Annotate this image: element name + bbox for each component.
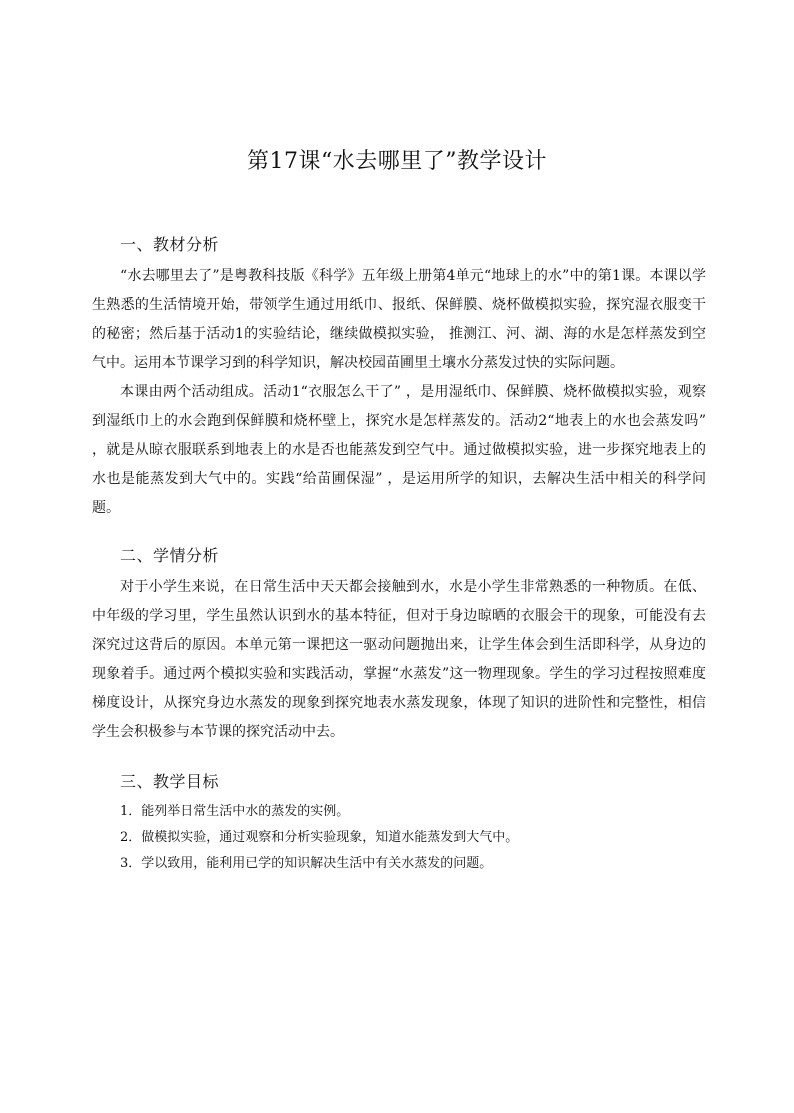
page-title: 第17课“水去哪里了”教学设计	[247, 149, 547, 174]
goal-item: 1．能列举日常生活中水的蒸发的实例。	[120, 804, 350, 819]
section-teaching-goals	[92, 769, 706, 877]
section-heading: 二、学情分析	[120, 546, 220, 565]
section-student-analysis	[92, 543, 706, 747]
goal-item: 2．做模拟实验，通过观察和分析实验现象，知道水能蒸发到大气中。	[120, 830, 519, 845]
section-heading: 一、教材分析	[120, 235, 220, 254]
goal-item: 3．学以致用，能利用已学的知识解决生活中有关水蒸发的问题。	[120, 856, 493, 871]
paragraph: “水去哪里去了”是粤教科技版《科学》五年级上册第4单元“地球上的水”中的第1课。本课以学生熟悉的生活情境开始，带领学生通过用纸巾、报纸、保鲜膜、烧杯做模拟实验，探究湿衣服变干的秘密；然后基于活动1的实验结论，继续做模拟实验， 推测江、河、湖、海的水是怎样蒸发到空气中。运用本节课学习到的科学知识，解决校园苗圃里土壤水分蒸发过快的实际问题。	[92, 268, 706, 371]
section-heading: 三、教学目标	[120, 772, 220, 791]
section-textbook-analysis	[92, 232, 706, 523]
paragraph: 对于小学生来说，在日常生活中天天都会接触到水，水是小学生非常熟悉的一种物质。在低、中年级的学习里，学生虽然认识到水的基本特征，但对于身边晾晒的衣服会干的现象，可能没有去深究过这背后的原因。本单元第一课把这一驱动问题抛出来，让学生体会到生活即科学，从身边的现象着手。通过两个模拟实验和实践活动，掌握“水蒸发”这一物理现象。学生的学习过程按照难度梯度设计，从探究身边水蒸发的现象到探究地表水蒸发现象，体现了知识的进阶性和完整性，相信学生会积极参与本节课的探究活动中去。	[92, 579, 706, 740]
paragraph: 本课由两个活动组成。活动1“衣服怎么干了” ，是用湿纸巾、保鲜膜、烧杯做模拟实验，观察到湿纸巾上的水会跑到保鲜膜和烧杯壁上，探究水是怎样蒸发的。活动2“地表上的水也会蒸发吗” ，就是从晾衣服联系到地表上的水是否也能蒸发到空气中。通过做模拟实验，进一步探究地表上的水也是能蒸发到大气中的。实践“给苗圃保湿” ，是运用所学的知识，去解决生活中相关的科学问题。	[92, 384, 706, 516]
document-body	[92, 232, 706, 897]
